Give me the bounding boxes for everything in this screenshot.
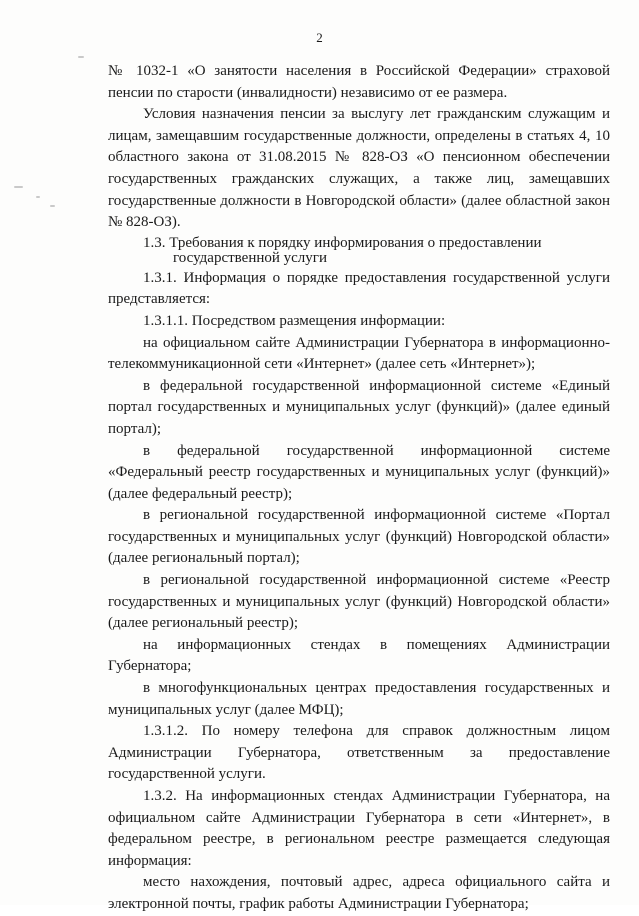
document-body — [108, 61, 610, 916]
scan-speck — [36, 196, 40, 198]
paragraph: № 1032-1 «О занятости населения в Российской Федерации» страховой пенсии по старости (инвалидности) независимо от ее размера. — [108, 63, 610, 101]
paragraph: 1.3.2. На информационных стендах Администрации Губернатора, на официальном сайте Администрации Губернатора в сети «Интернет», в федеральном реестре, в региональном реестре размещается следующая информация: — [108, 788, 610, 869]
paragraph: в многофункциональных центрах предоставления государственных и муниципальных услуг (далее МФЦ); — [108, 680, 610, 718]
paragraph: 1.3.1.2. По номеру телефона для справок должностным лицом Администрации Губернатора, ответственным за предоставление государственной услуги. — [108, 723, 610, 783]
scan-speck — [78, 56, 84, 58]
section-heading-line: государственной услуги — [173, 249, 327, 266]
scan-speck — [50, 205, 55, 207]
page-number: 2 — [316, 30, 323, 45]
section-heading — [108, 234, 610, 268]
paragraph: Условия назначения пенсии за выслугу лет гражданским служащим и лицам, замещавшим государственные должности, определены в статьях 4, 10 областного закона от 31.08.2015 № 828-ОЗ «О пенсионном обеспечении государственных гражданских служащих, а также лиц, замещавших государственные должности в Новгородской области» (далее областной закон № 828-ОЗ). — [108, 106, 610, 231]
paragraph: в федеральной государственной информационной системе «Единый портал государственных и муниципальных услуг (функций)» (далее единый портал); — [108, 377, 610, 437]
paragraph: место нахождения, почтовый адрес, адреса официального сайта и электронной почты, график работы Администрации Губернатора; — [108, 874, 610, 912]
paragraph: в региональной государственной информационной системе «Портал государственных и муниципальных услуг (функций) Новгородской области» (далее региональный портал); — [108, 507, 610, 567]
paragraph: в федеральной государственной информационной системе «Федеральный реестр государственных и муниципальных услуг (функций)» (далее федеральный реестр); — [108, 442, 610, 502]
paragraph: на официальном сайте Администрации Губернатора в информационно-телекоммуникационной сети «Интернет» (далее сеть «Интернет»); — [108, 334, 610, 373]
section-heading-line: 1.3. Требования к порядку информирования о предоставлении — [143, 234, 542, 251]
paragraph: в региональной государственной информационной системе «Реестр государственных и муниципальных услуг (функций) Новгородской области» (далее региональный реестр); — [108, 572, 610, 632]
paragraph: на информационных стендах в помещениях Администрации Губернатора; — [108, 636, 610, 675]
paragraph: 1.3.1.1. Посредством размещения информации: — [143, 312, 446, 329]
scan-speck — [14, 186, 23, 188]
paragraph: 1.3.1. Информация о порядке предоставления государственной услуги представляется: — [108, 269, 610, 308]
